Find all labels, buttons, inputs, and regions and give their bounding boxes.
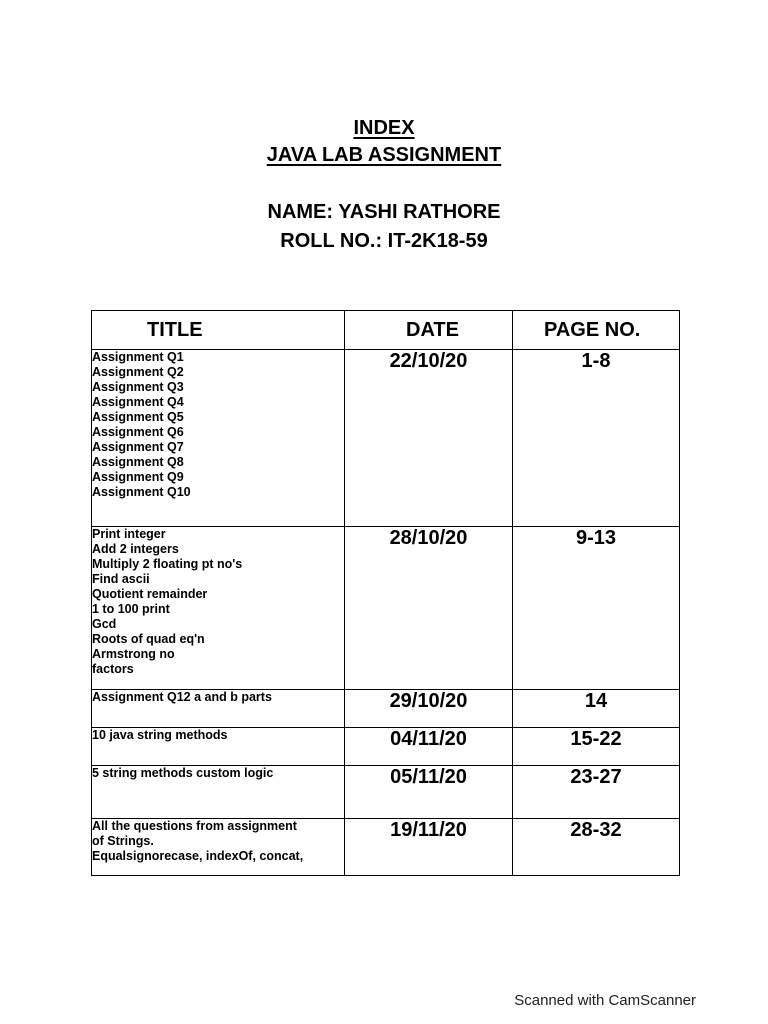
table-row [92, 819, 680, 876]
title-line: Multiply 2 floating pt no's [92, 557, 243, 571]
title-line: Find ascii [92, 572, 150, 586]
roll-number: ROLL NO.: IT-2K18-59 [280, 230, 488, 252]
date-cell: 19/11/20 [345, 819, 513, 876]
date-cell: 05/11/20 [345, 766, 513, 819]
title-cell [92, 527, 345, 690]
table-header-row [92, 311, 680, 350]
title-line: Assignment Q3 [92, 380, 184, 394]
date-cell: 04/11/20 [345, 728, 513, 766]
table-row [92, 690, 680, 728]
table-row [92, 766, 680, 819]
title-line: Armstrong no [92, 647, 175, 661]
student-name: NAME: YASHI RATHORE [267, 201, 501, 223]
page-cell: 15-22 [513, 728, 680, 766]
title-cell [92, 350, 345, 527]
title-line: Print integer [92, 527, 166, 541]
title-line: Roots of quad eq'n [92, 632, 205, 646]
title-line: Assignment Q12 a and b parts [92, 690, 272, 704]
page-cell: 23-27 [513, 766, 680, 819]
title-line: Assignment Q4 [92, 395, 184, 409]
title-line: All the questions from assignment [92, 819, 297, 833]
column-header-title: TITLE [92, 311, 345, 350]
title-line: Assignment Q2 [92, 365, 184, 379]
title-cell [92, 766, 345, 819]
table-row [92, 728, 680, 766]
column-header-date: DATE [345, 311, 513, 350]
title-cell [92, 819, 345, 876]
title-line: Add 2 integers [92, 542, 179, 556]
title-line: Assignment Q10 [92, 485, 191, 499]
title-line: 5 string methods custom logic [92, 766, 274, 780]
title-cell [92, 728, 345, 766]
lab-title: JAVA LAB ASSIGNMENT [266, 144, 502, 166]
title-line: Gcd [92, 617, 117, 631]
title-line: Assignment Q6 [92, 425, 184, 439]
title-line: Quotient remainder [92, 587, 208, 601]
title-cell [92, 690, 345, 728]
title-line: Equalsignorecase, indexOf, concat, [92, 849, 304, 863]
title-line: 1 to 100 print [92, 602, 170, 616]
page-cell: 1-8 [513, 350, 680, 527]
title-line: Assignment Q9 [92, 470, 184, 484]
index-table [91, 310, 680, 876]
date-cell: 29/10/20 [345, 690, 513, 728]
date-cell: 28/10/20 [345, 527, 513, 690]
page-cell: 14 [513, 690, 680, 728]
column-header-page: PAGE NO. [513, 311, 680, 350]
title-line: Assignment Q8 [92, 455, 184, 469]
index-heading: INDEX [353, 117, 415, 139]
table-row [92, 527, 680, 690]
title-line: 10 java string methods [92, 728, 228, 742]
page-cell: 28-32 [513, 819, 680, 876]
title-line: Assignment Q1 [92, 350, 184, 364]
page-cell: 9-13 [513, 527, 680, 690]
date-cell: 22/10/20 [345, 350, 513, 527]
title-line: Assignment Q5 [92, 410, 184, 424]
title-line: of Strings. [92, 834, 154, 848]
scanner-watermark: Scanned with CamScanner [514, 992, 696, 1009]
title-line: Assignment Q7 [92, 440, 184, 454]
table-row [92, 350, 680, 527]
title-line: factors [92, 662, 134, 676]
